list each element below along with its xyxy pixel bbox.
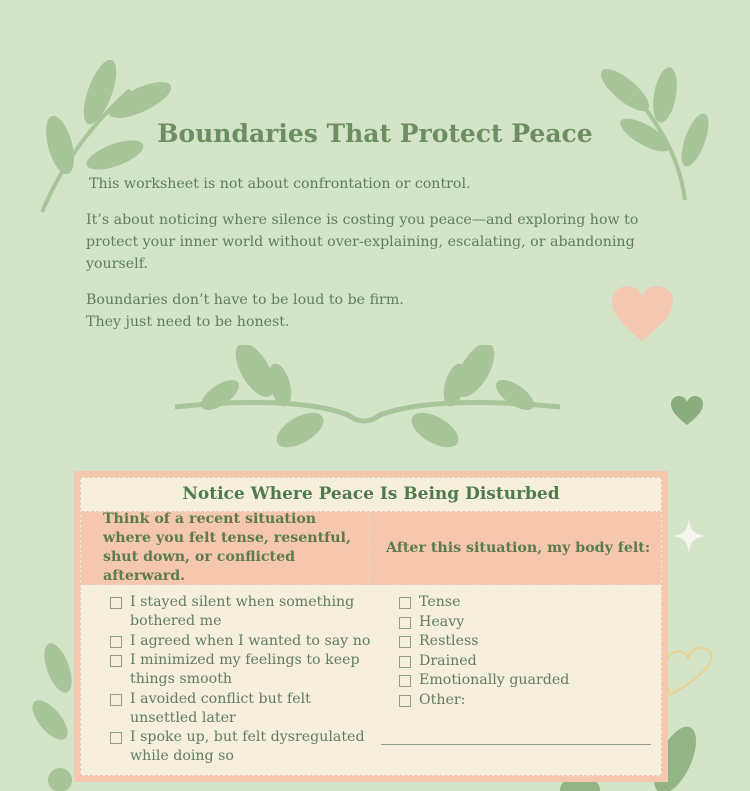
- checklist-item-label: Emotionally guarded: [419, 672, 570, 688]
- header-row: [81, 512, 661, 585]
- section-title: Notice Where Peace Is Being Disturbed: [81, 478, 661, 512]
- checklist-body: [81, 585, 661, 767]
- checkbox-icon[interactable]: [399, 617, 411, 629]
- intro-line-4: They just need to be honest.: [86, 314, 290, 330]
- worksheet-card: [74, 471, 668, 782]
- left-column-header: Think of a recent situation where you felt tense, resentful, shut down, or conflicted afterward.: [81, 512, 370, 584]
- checklist-item-label: I avoided conflict but felt unsettled later: [130, 690, 311, 726]
- checkbox-icon[interactable]: [399, 675, 411, 687]
- checklist-item[interactable]: [399, 652, 661, 671]
- checkbox-icon[interactable]: [399, 636, 411, 648]
- checklist-item-label: I agreed when I wanted to say no: [130, 632, 371, 649]
- left-checklist: [81, 593, 371, 767]
- checklist-item[interactable]: [399, 593, 661, 612]
- checklist-item[interactable]: [110, 593, 371, 631]
- checkbox-icon[interactable]: [110, 732, 122, 744]
- checkbox-icon[interactable]: [399, 597, 411, 609]
- checkbox-icon[interactable]: [110, 655, 122, 667]
- checklist-item[interactable]: [110, 632, 371, 651]
- checklist-item-label: I spoke up, but felt dysregulated while doing so: [130, 729, 365, 764]
- checklist-item[interactable]: [399, 691, 661, 710]
- checkbox-icon[interactable]: [399, 656, 411, 668]
- heart-icon: [670, 396, 704, 426]
- checklist-item[interactable]: [399, 613, 661, 632]
- intro-line-3: Boundaries don’t have to be loud to be firm.: [86, 292, 404, 308]
- checklist-item-label: Restless: [419, 633, 479, 649]
- checklist-item-label: I minimized my feelings to keep things smooth: [130, 652, 360, 687]
- checklist-item[interactable]: [399, 671, 661, 690]
- other-writing-line[interactable]: [381, 744, 651, 745]
- intro-line-1: This worksheet is not about confrontation or control.: [89, 176, 471, 192]
- checkbox-icon[interactable]: [110, 597, 122, 609]
- right-column-header: After this situation, my body felt:: [386, 539, 651, 556]
- sparkle-icon: [672, 517, 706, 555]
- checklist-item-label: Heavy: [419, 613, 465, 630]
- checkbox-icon[interactable]: [110, 694, 122, 706]
- intro-paragraph-2: It’s about noticing where silence is costing you peace—and exploring how to protect your inner world without over-explaining, escalating, or abandoning yourself.: [86, 212, 639, 272]
- checkbox-icon[interactable]: [110, 636, 122, 648]
- checklist-item-label: I stayed silent when something bothered me: [130, 594, 355, 629]
- laurel-icon: [170, 345, 565, 450]
- heart-icon: [660, 640, 715, 698]
- right-checklist: [371, 593, 661, 767]
- card-inner: [80, 477, 662, 776]
- checklist-item[interactable]: [110, 651, 371, 689]
- checklist-item[interactable]: [110, 690, 371, 728]
- checklist-item[interactable]: [110, 728, 371, 766]
- page-title: Boundaries That Protect Peace: [157, 119, 593, 148]
- checklist-item-label: Drained: [419, 652, 477, 669]
- checkbox-icon[interactable]: [399, 695, 411, 707]
- checklist-item-label: Other:: [419, 691, 466, 708]
- checklist-item-label: Tense: [419, 594, 461, 610]
- checklist-item[interactable]: [399, 632, 661, 651]
